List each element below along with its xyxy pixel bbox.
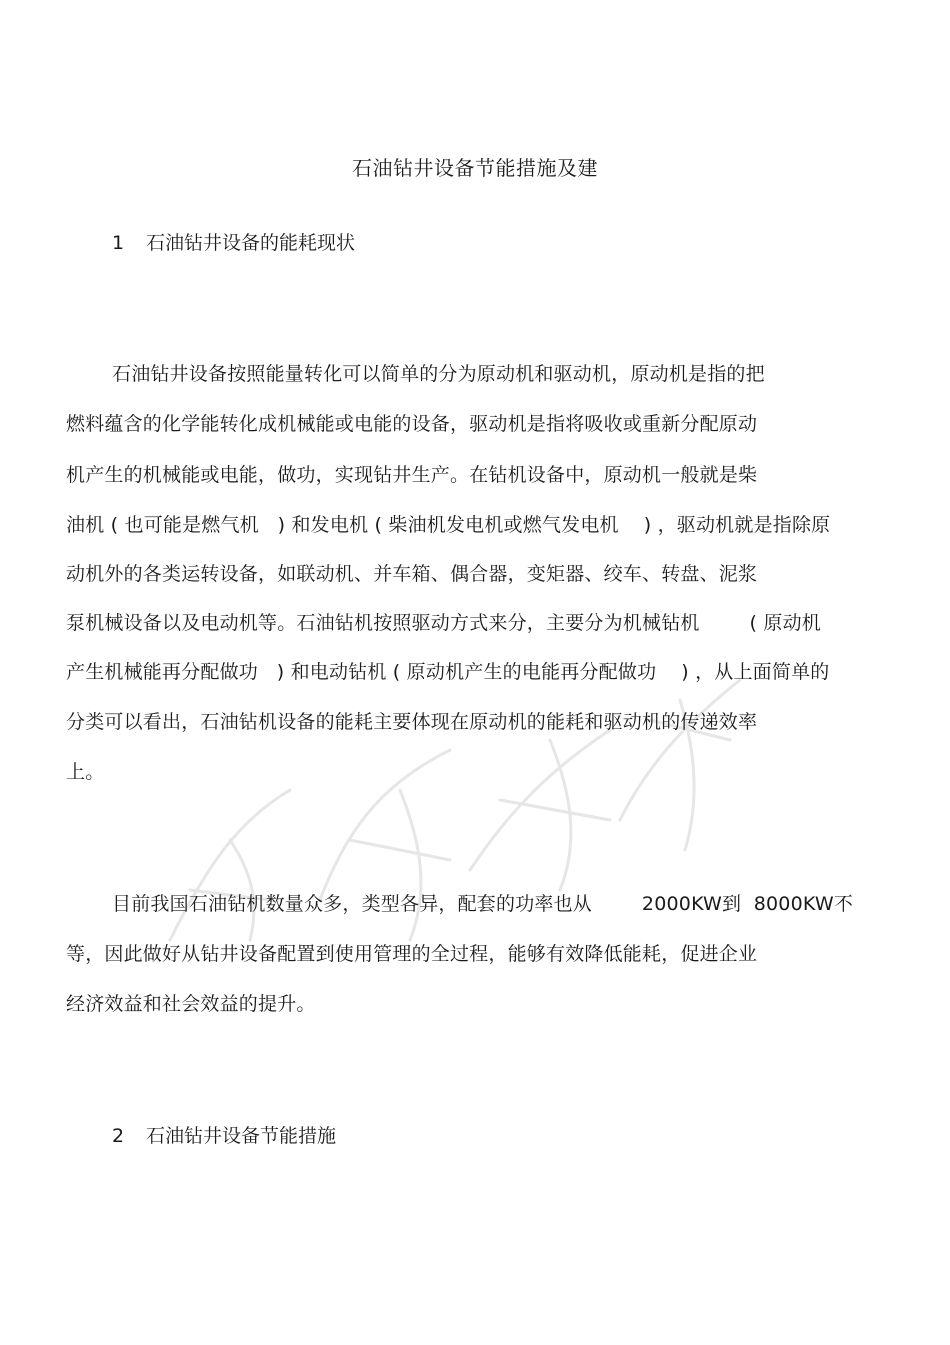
- paragraph-line: 石油钻井设备按照能量转化可以简单的分为原动机和驱动机，原动机是指的把: [112, 363, 765, 385]
- paragraph-line: 动机外的各类运转设备，如联动机、并车箱、偶合器，变矩器、绞车、转盘、泥浆: [66, 563, 758, 585]
- section-2-heading: [112, 1121, 336, 1148]
- section-1-title: 石油钻井设备的能耗现状: [146, 232, 356, 254]
- paragraph-line: 经济效益和社会效益的提升。: [66, 993, 316, 1015]
- watermark-image: [150, 640, 750, 970]
- paragraph-line: 机产生的机械能或电能，做功，实现钻井生产。在钻机设备中，原动机一般就是柴: [66, 464, 758, 486]
- paragraph-line: 油机 ( 也可能是燃气机 ) 和发电机 ( 柴油机发电机或燃气发电机 ) ，驱动机就是指除原: [66, 514, 831, 536]
- paragraph-line: 目前我国石油钻机数量众多，类型各异，配套的功率也从 2000KW到 8000KW不: [112, 893, 854, 915]
- paragraph-line: 上。: [66, 761, 105, 783]
- document-title: 石油钻井设备节能措施及建: [352, 156, 598, 180]
- section-2-number: 2: [112, 1125, 125, 1147]
- section-1-heading: [112, 228, 355, 255]
- paragraph-line: 等，因此做好从钻井设备配置到使用管理的全过程，能够有效降低能耗，促进企业: [66, 943, 758, 965]
- paragraph-line: 分类可以看出，石油钻机设备的能耗主要体现在原动机的能耗和驱动机的传递效率: [66, 711, 758, 733]
- paragraph-line: 泵机械设备以及电动机等。石油钻机按照驱动方式来分，主要分为机械钻机 ( 原动机: [66, 612, 821, 634]
- paragraph-line: 燃料蕴含的化学能转化成机械能或电能的设备，驱动机是指将吸收或重新分配原动: [66, 413, 758, 435]
- section-1-number: 1: [112, 232, 125, 254]
- section-2-title: 石油钻井设备节能措施: [146, 1125, 337, 1147]
- paragraph-line: 产生机械能再分配做功 ) 和电动钻机 ( 原动机产生的电能再分配做功 ) ，从上面简单的: [66, 661, 830, 683]
